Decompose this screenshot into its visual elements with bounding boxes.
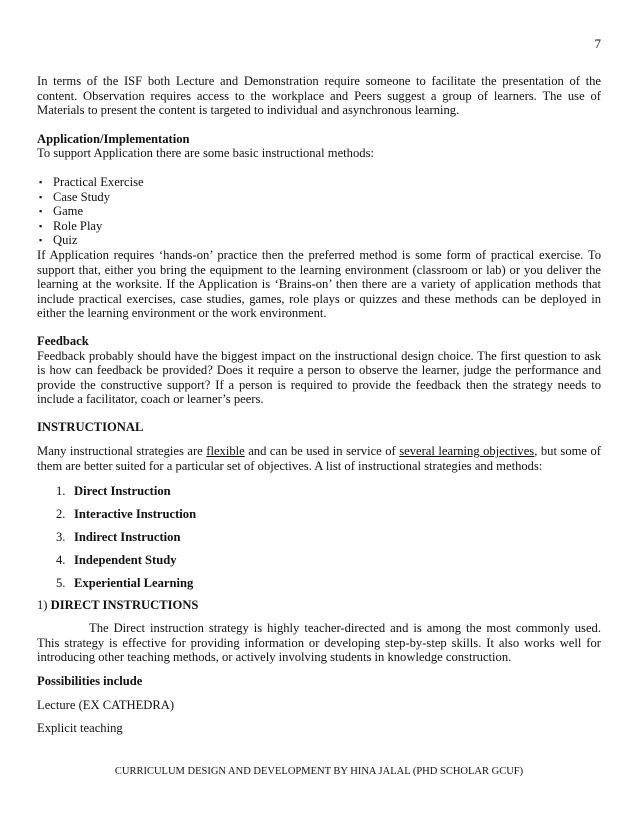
direct-heading: DIRECT INSTRUCTIONS: [50, 597, 199, 612]
list-label: Indirect Instruction: [74, 529, 181, 544]
application-methods-list: [37, 175, 601, 248]
instructional-text: Many instructional strategies are: [37, 444, 207, 459]
feedback-body: Feedback probably should have the biggest impact on the instructional design choice. The first question to ask is how can feedback be provided? Does it require a person to observe the learner, judge the performance and provide the constructive support? If a person is required to provide the feedback then the strategy needs to include a facilitator, coach or learner’s peers.: [37, 348, 601, 407]
possibility-item: Lecture (EX CATHEDRA): [37, 697, 175, 712]
list-item: ▪ Game: [37, 204, 601, 219]
instructional-heading: INSTRUCTIONAL: [37, 419, 144, 434]
list-item: [56, 530, 601, 545]
list-item: ▪ Quiz: [37, 233, 601, 248]
list-number: 4.: [56, 552, 66, 567]
intro-paragraph: In terms of the ISF both Lecture and Demonstration require someone to facilitate the presentation of the content. Observation requires access to the workplace and Peers suggest a group of learners. The use of Materials to present the content is targeted to individual and asynchronous learning.: [37, 74, 601, 118]
learning-objectives-link[interactable]: several learning objectives: [399, 444, 535, 459]
page-footer: CURRICULUM DESIGN AND DEVELOPMENT BY HINA JALAL (PHD SCHOLAR GCUF): [114, 766, 524, 777]
list-item: [56, 507, 601, 522]
instructional-body: [37, 444, 601, 473]
direct-prefix: 1): [37, 597, 51, 612]
list-item: [56, 553, 601, 568]
strategies-list: [37, 484, 601, 591]
list-item: [56, 484, 601, 499]
list-item: ▪ Role Play: [37, 219, 601, 234]
possibilities-heading: Possibilities include: [37, 673, 143, 688]
instructional-text: , but some of them are better suited for a particular set of objectives. A list of instructional strategies and methods:: [37, 444, 601, 474]
feedback-heading: Feedback: [37, 333, 89, 348]
list-number: 5.: [56, 575, 66, 590]
application-heading: Application/Implementation: [37, 131, 190, 146]
application-intro: To support Application there are some basic instructional methods:: [37, 146, 374, 161]
instructional-text: and can be used in service of: [244, 444, 400, 459]
page-number: 7: [594, 36, 601, 51]
list-label: Independent Study: [74, 552, 177, 567]
list-item: ▪ Case Study: [37, 190, 601, 205]
list-number: 3.: [56, 529, 66, 544]
list-label: Direct Instruction: [74, 483, 171, 498]
direct-heading-line: [37, 598, 601, 613]
direct-body: The Direct instruction strategy is highly teacher-directed and is among the most commonly used. This strategy is effective for providing information or developing step-by-step skills. It also works well for introducing other teaching methods, or actively involving students in knowledge construction.: [37, 621, 601, 665]
list-item: [56, 576, 601, 591]
document-body: [37, 74, 601, 736]
possibility-item: Explicit teaching: [37, 721, 123, 736]
flexible-link[interactable]: flexible: [206, 444, 245, 459]
list-label: Experiential Learning: [74, 575, 194, 590]
application-body: If Application requires ‘hands-on’ practice then the preferred method is some form of practical exercise. To support that, either you bring the equipment to the learning environment (classroom or lab) or you deliver the learning at the worksite. If the Application is ‘Brains-on’ then there are a variety of application methods that include practical exercises, case studies, games, role plays or quizzes and these methods can be deployed in either the learning environment or the work environment.: [37, 247, 601, 321]
list-label: Interactive Instruction: [74, 506, 197, 521]
list-item: ▪ Practical Exercise: [37, 175, 601, 190]
list-number: 2.: [56, 506, 66, 521]
list-number: 1.: [56, 483, 66, 498]
